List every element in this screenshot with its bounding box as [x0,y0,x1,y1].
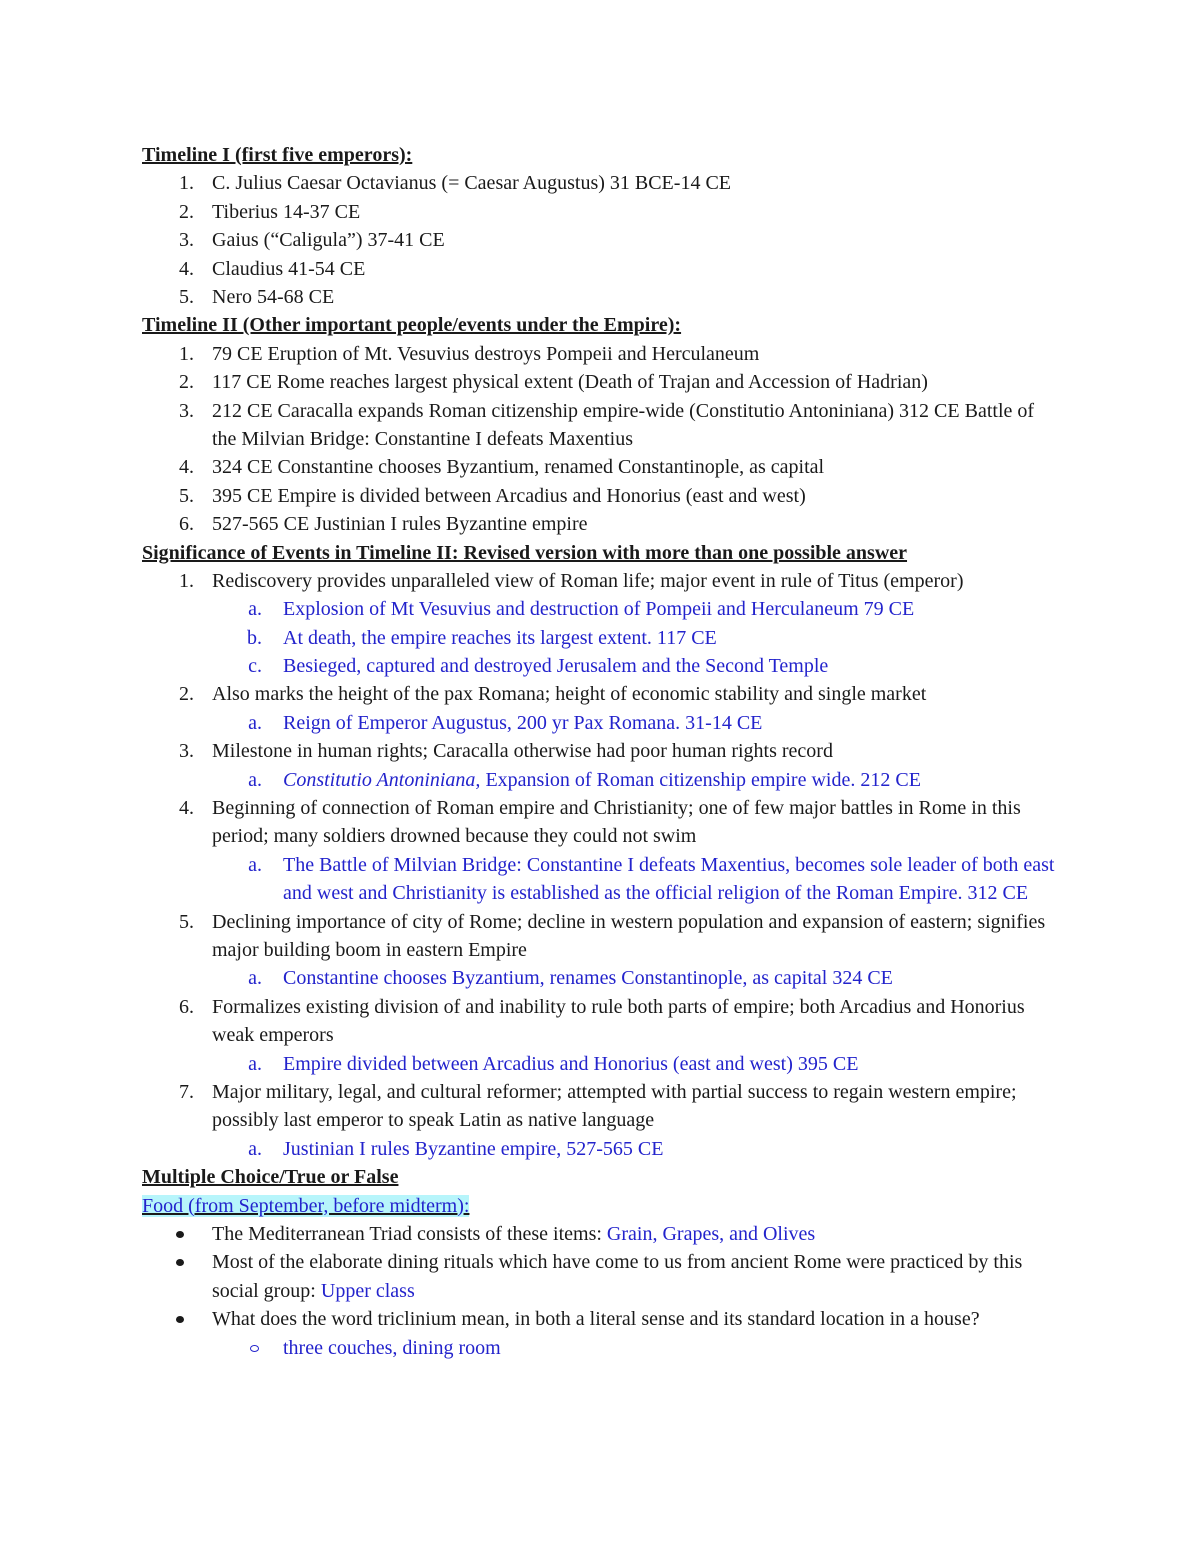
answer-letter: a. [248,1052,262,1075]
question-text: The Mediterranean Triad consists of these items: [212,1223,607,1246]
answer-text: Justinian I rules Byzantine empire, 527-565 CE [283,1137,664,1160]
food-subheading-text: Food (from September, before midterm): [142,1194,470,1217]
list-number: 2. [179,683,194,706]
list-text: Also marks the height of the pax Romana; height of economic stability and single market [212,683,927,706]
document-content [142,141,1062,1362]
answer-text: Grain, Grapes, and Olives [606,1223,816,1246]
list-number: 3. [179,399,194,422]
list-number: 4. [179,257,194,280]
food-subheading [142,1192,1062,1220]
list-text: Nero 54-68 CE [212,285,335,308]
significance-heading: Significance of Events in Timeline II: Revised version with more than one possible answer [142,541,908,564]
list-text: Claudius 41-54 CE [212,257,366,280]
timeline2-heading: Timeline II (Other important people/events under the Empire): [142,314,682,337]
list-text: 527-565 CE Justinian I rules Byzantine empire [212,513,588,536]
answer-item [142,1135,1062,1163]
answer-letter: a. [248,768,262,791]
answer-letter: a. [248,853,262,876]
answer-letter: a. [248,1137,262,1160]
answer-item [142,624,1062,652]
answer-letter: a. [248,967,262,990]
answer-text: Upper class [320,1279,415,1302]
timeline1-heading: Timeline I (first five emperors): [142,144,413,166]
list-text: Rediscovery provides unparalleled view of Roman life; major event in rule of Titus (emperor) [212,569,964,592]
answer-letter: c. [248,655,262,678]
list-text: Major military, legal, and cultural reformer; attempted with partial success to regain western empire; possibly last emperor to speak Latin as native language [212,1081,1017,1132]
list-item [142,368,1062,396]
list-item [142,340,1062,368]
list-number: 2. [179,371,194,394]
list-number: 3. [179,740,194,763]
sub-bullet-item [142,1334,1062,1362]
list-text: Beginning of connection of Roman empire and Christianity; one of few major battles in Rome in this period; many soldiers drowned because they could not swim [212,797,1021,848]
list-number: 7. [179,1081,194,1104]
list-text: 117 CE Rome reaches largest physical extent (Death of Trajan and Accession of Hadrian) [212,371,928,394]
list-text: Gaius (“Caligula”) 37-41 CE [212,229,445,252]
list-item [142,993,1062,1050]
bullet-item [142,1220,1062,1248]
answer-item [142,851,1062,908]
list-text: 395 CE Empire is divided between Arcadius and Honorius (east and west) [212,484,806,507]
answer-text: Explosion of Mt Vesuvius and destruction of Pompeii and Herculaneum 79 CE [283,598,915,621]
list-number: 6. [179,995,194,1018]
answer-text: Expansion of Roman citizenship empire wide. 212 CE [480,768,921,791]
list-number: 1. [179,569,194,592]
list-number: 6. [179,513,194,536]
answer-item [142,709,1062,737]
answer-item [142,766,1062,794]
answer-text: At death, the empire reaches its largest extent. 117 CE [283,626,717,649]
list-text: Formalizes existing division of and inability to rule both parts of empire; both Arcadius and Honorius weak emperors [212,995,1025,1047]
answer-letter: b. [247,626,262,649]
answer-letter: a. [248,711,262,734]
list-text: 79 CE Eruption of Mt. Vesuvius destroys Pompeii and Herculaneum [212,342,760,365]
list-item [142,510,1062,538]
list-number: 5. [179,484,194,507]
list-item [142,1078,1062,1135]
list-text: Declining importance of city of Rome; decline in western population and expansion of eastern; signifies major building boom in eastern Empire [212,910,1046,962]
list-number: 5. [179,910,194,933]
list-text: 212 CE Caracalla expands Roman citizenship empire-wide (Constitutio Antoniniana) 312 CE Battle of the Milvian Bridge: Constantine I defeats Maxentius [212,399,1035,450]
question-text: Most of the elaborate dining rituals which have come to us from ancient Rome were practiced by this social group: [212,1251,1023,1302]
list-item [142,737,1062,765]
answer-letter: a. [248,598,262,621]
answer-text: Empire divided between Arcadius and Honorius (east and west) 395 CE [283,1052,859,1075]
hollow-circle-bullet-icon [250,1345,259,1352]
list-number: 1. [179,342,194,365]
list-number: 5. [179,285,194,308]
answer-italic-text: Constitutio Antoniniana, [283,768,481,791]
list-text: 324 CE Constantine chooses Byzantium, renamed Constantinople, as capital [212,456,825,479]
bullet-dot-icon [176,1316,184,1323]
bullet-item [142,1248,1062,1305]
mc-heading: Multiple Choice/True or False [142,1166,399,1189]
list-item [142,482,1062,510]
question-text: What does the word triclinium mean, in both a literal sense and its standard location in a house? [212,1308,980,1331]
list-text: Milestone in human rights; Caracalla otherwise had poor human rights record [212,740,833,763]
list-number: 1. [179,172,194,195]
list-item [142,453,1062,481]
answer-item [142,1050,1062,1078]
list-number: 3. [179,229,194,252]
list-item [142,169,1062,197]
answer-item [142,964,1062,992]
list-item [142,567,1062,595]
answer-item [142,595,1062,623]
answer-text: Constantine chooses Byzantium, renames Constantinople, as capital 324 CE [283,967,893,990]
answer-text: Besieged, captured and destroyed Jerusalem and the Second Temple [283,655,829,678]
list-text: C. Julius Caesar Octavianus (= Caesar Augustus) 31 BCE-14 CE [212,172,731,195]
answer-text: The Battle of Milvian Bridge: Constantine I defeats Maxentius, becomes sole leader of both east and west and Christianity is established as the official religion of the Roman Empire. 312 CE [283,853,1055,905]
list-text: Tiberius 14-37 CE [212,200,361,223]
bullet-dot-icon [176,1231,184,1238]
bullet-item [142,1305,1062,1333]
answer-text: Reign of Emperor Augustus, 200 yr Pax Romana. 31-14 CE [283,711,763,734]
bullet-dot-icon [176,1259,184,1266]
list-number: 2. [179,200,194,223]
answer-text: three couches, dining room [283,1336,501,1359]
list-item [142,680,1062,708]
list-number: 4. [179,456,194,479]
answer-item [142,652,1062,680]
list-item [142,794,1062,851]
list-item [142,908,1062,965]
list-item [142,226,1062,254]
list-item [142,397,1062,454]
list-item [142,255,1062,283]
list-number: 4. [179,797,194,820]
list-item [142,198,1062,226]
list-item [142,283,1062,311]
